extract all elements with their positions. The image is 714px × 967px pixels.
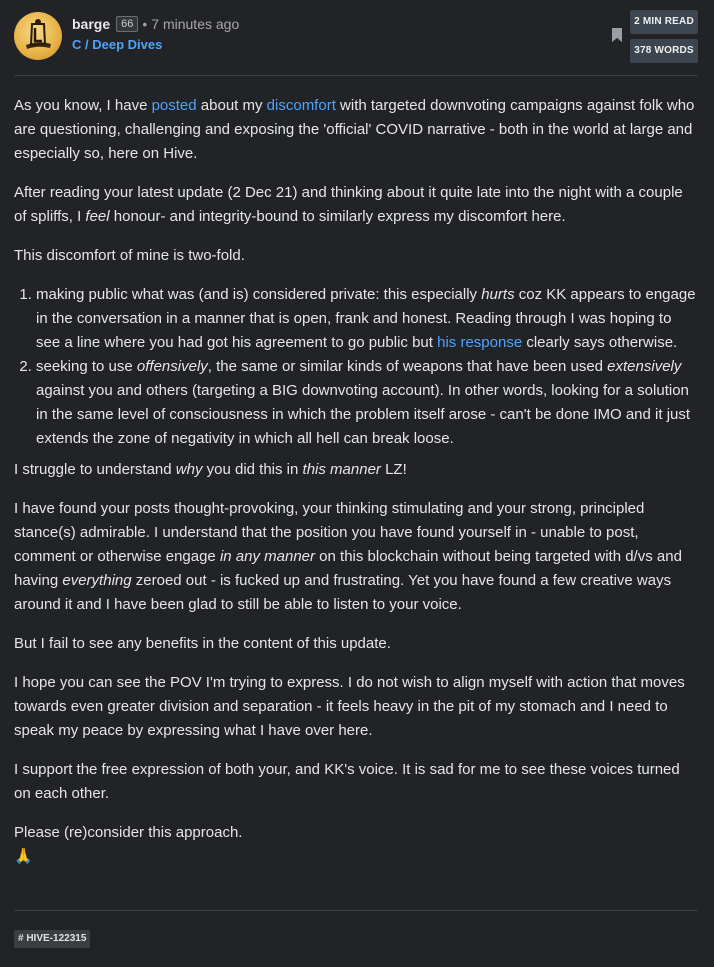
paragraph-4: I struggle to understand why you did this in this manner LZ! (14, 461, 407, 478)
paragraph-1: As you know, I have posted about my discomfort with targeted downvoting campaigns against folk who are questioning, challenging and exposing the 'official' COVID narrative - both in the world at large and especially so, here on Hive. (14, 97, 695, 162)
paragraph-9: Please (re)consider this approach. 🙏 (14, 824, 243, 865)
folded-hands-emoji-icon: 🙏 (14, 848, 33, 865)
post-time[interactable]: 7 minutes ago (151, 16, 240, 32)
tag-hive-122315[interactable]: # HIVE-122315 (14, 930, 90, 948)
author-avatar[interactable] (14, 12, 62, 60)
bookmark-icon[interactable] (612, 28, 622, 42)
read-time-badge: 2 MIN READ (630, 10, 698, 34)
post-header (14, 10, 698, 66)
post-stats (630, 10, 698, 68)
header-divider (14, 75, 698, 76)
post-body (14, 94, 698, 884)
posted-link[interactable]: posted (151, 97, 197, 114)
avatar-art-icon (14, 12, 62, 60)
discomfort-list (14, 283, 698, 451)
list-item: 2. seeking to use offensively, the same or similar kinds of weapons that have been used extensively against you and others (targeting a BIG downvoting account). In other words, looking for a solution in the same level of consciousness in which the problem itself arose - can't be done IMO and it just extends the zone of negativity in which all hell can break loose. (36, 355, 698, 451)
community-link[interactable]: C / Deep Dives (72, 37, 163, 52)
reputation-badge: 66 (116, 16, 138, 32)
paragraph-7: I hope you can see the POV I'm trying to express. I do not wish to align myself with action that moves towards even greater division and separation - it feels heavy in the pit of my stomach and I need to speak my peace by expressing what I have over here. (14, 674, 685, 739)
meta-separator: • (142, 16, 148, 32)
list-item: 1. making public what was (and is) considered private: this especially hurts coz KK appears to engage in the conversation in a manner that is open, frank and honest. Reading through I was hoping to see a line where you had got his agreement to go public but his response clearly says otherwise. (36, 283, 698, 355)
post-meta (72, 14, 239, 55)
paragraph-3: This discomfort of mine is two-fold. (14, 247, 245, 264)
paragraph-8: I support the free expression of both your, and KK's voice. It is sad for me to see these voices turned on each other. (14, 761, 680, 802)
paragraph-2: After reading your latest update (2 Dec 21) and thinking about it quite late into the night with a couple of spliffs, I feel honour- and integrity-bound to similarly express my discomfort here. (14, 184, 683, 225)
his-response-link[interactable]: his response (437, 334, 523, 351)
paragraph-6: But I fail to see any benefits in the content of this update. (14, 635, 391, 652)
author-name[interactable]: barge (72, 16, 111, 32)
paragraph-5: I have found your posts thought-provoking, your thinking stimulating and your strong, principled stance(s) admirable. I understand that the position you have found yourself in - unable to post, comment or otherwise engage in any manner on this blockchain without being targeted with d/vs and having everything zeroed out - is fucked up and frustrating. Yet you have found a few creative ways around it and I have been glad to still be able to listen to your voice. (14, 500, 682, 613)
footer-divider (14, 910, 698, 911)
word-count-badge: 378 WORDS (630, 39, 698, 63)
discomfort-link[interactable]: discomfort (266, 97, 336, 114)
